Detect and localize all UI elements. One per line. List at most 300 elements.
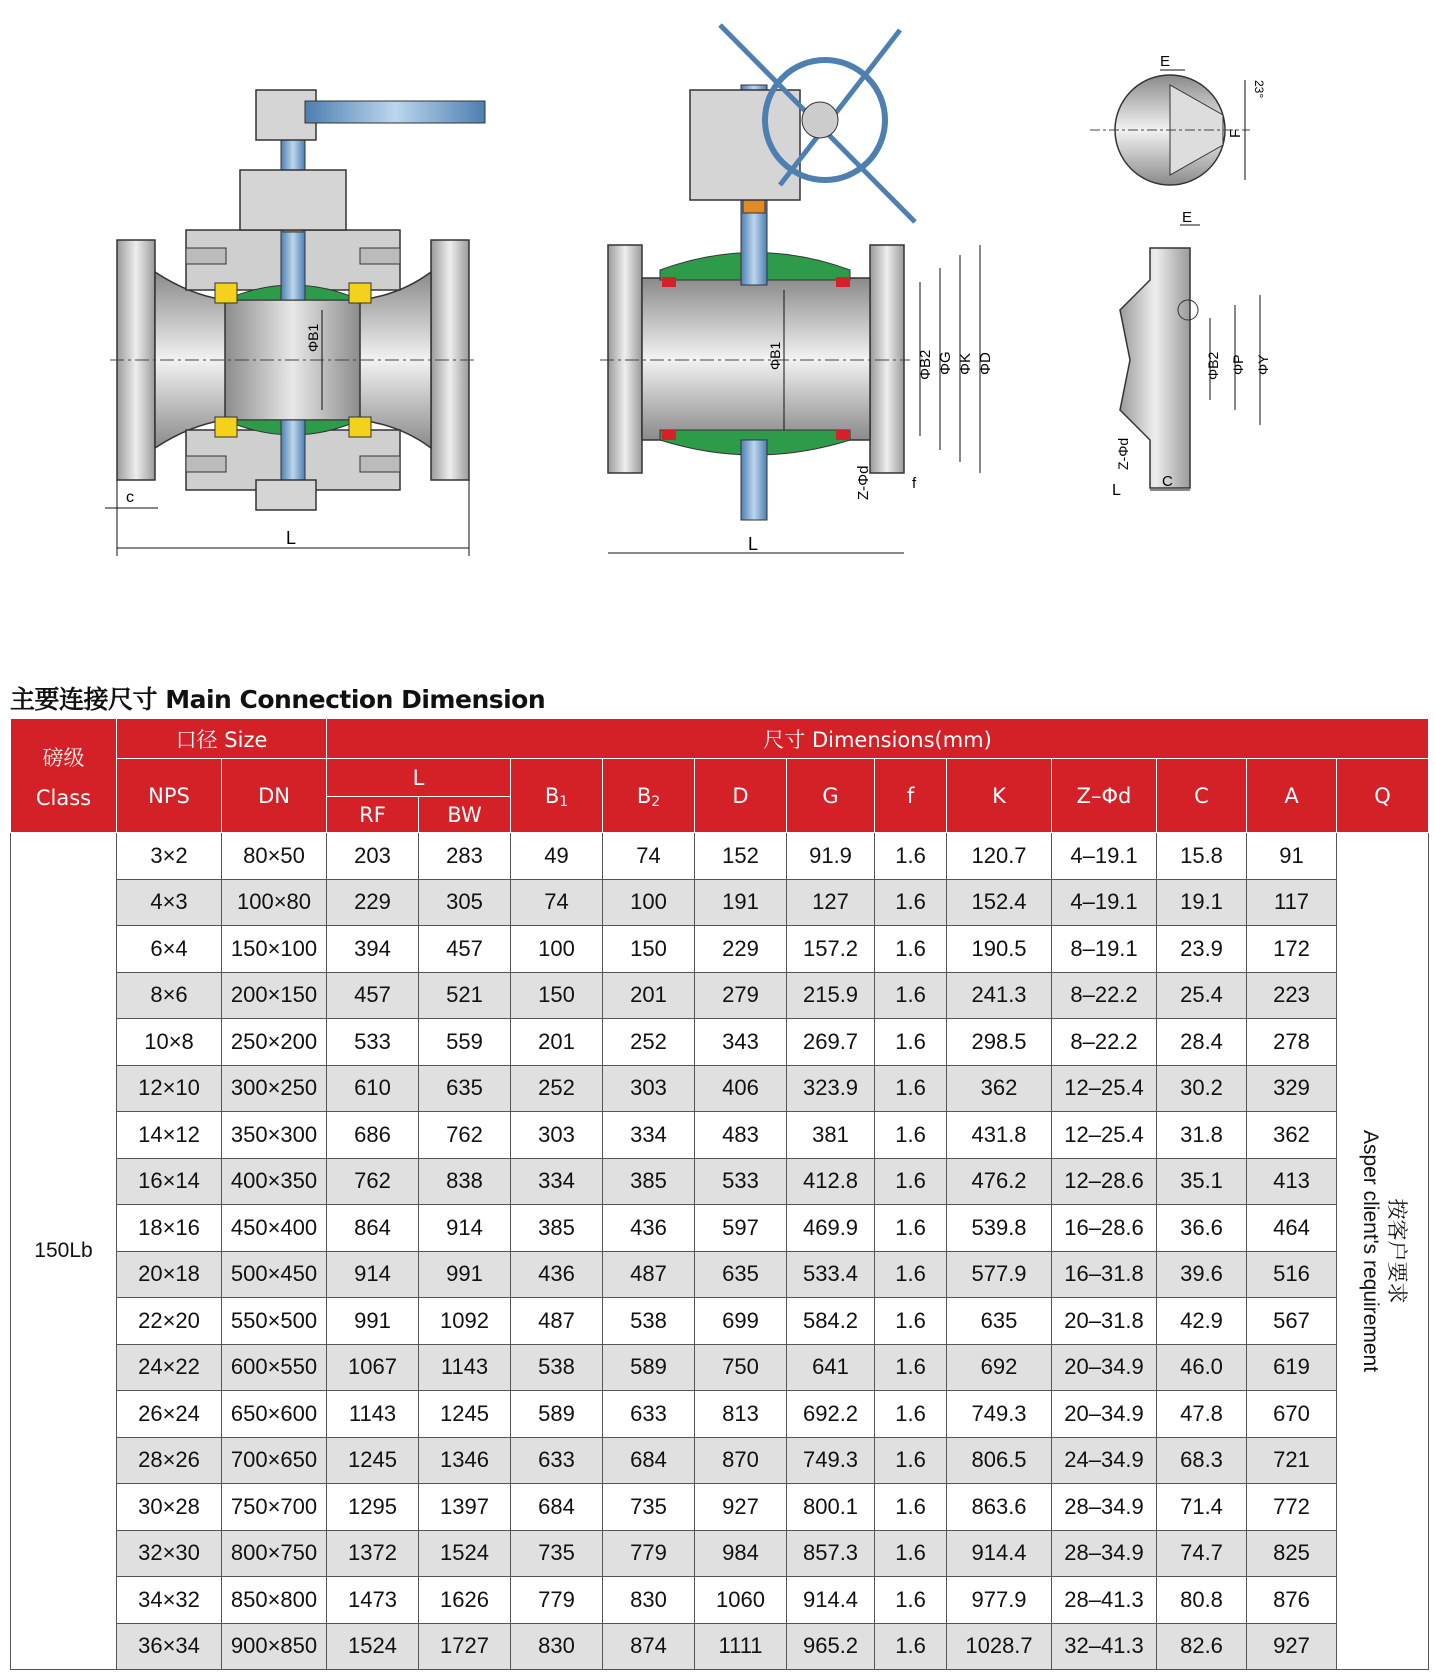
table-cell: 927 [695,1484,787,1531]
table-cell: 559 [419,1019,511,1066]
table-cell: 22×20 [117,1298,222,1345]
table-cell: 8×6 [117,972,222,1019]
table-cell: 12–25.4 [1052,1112,1157,1159]
table-cell: 772 [1247,1484,1337,1531]
label-c-4: C [1162,473,1173,490]
table-cell: 400×350 [222,1158,327,1205]
seat-tr [349,283,371,303]
table-cell: 984 [695,1530,787,1577]
table-cell: 1727 [419,1623,511,1670]
header-b2 [603,759,695,833]
table-cell: 385 [511,1205,603,1252]
table-row [11,1437,1429,1484]
table-cell: 914.4 [947,1530,1052,1577]
table-row [11,972,1429,1019]
table-cell: 779 [603,1530,695,1577]
header-dn: DN [222,759,327,833]
table-cell: 150 [603,926,695,973]
label-zd: Z-Φd [855,465,872,500]
seat-tl [215,283,237,303]
table-cell: 589 [603,1344,695,1391]
table-cell: 1.6 [875,1065,947,1112]
table-row [11,1205,1429,1252]
right-flange-2 [870,245,904,473]
table-cell: 483 [695,1112,787,1159]
table-cell: 633 [603,1391,695,1438]
lever-handle [305,101,485,123]
table-cell: 1111 [695,1623,787,1670]
table-cell: 589 [511,1391,603,1438]
header-bw: BW [419,797,511,833]
table-cell: 117 [1247,879,1337,926]
table-cell: 1524 [419,1530,511,1577]
table-cell: 1.6 [875,1019,947,1066]
table-cell: 20–34.9 [1052,1391,1157,1438]
label-y: ΦY [1255,354,1271,375]
bolt-tr [360,248,400,264]
table-cell: 412.8 [787,1158,875,1205]
header-c: C [1157,759,1247,833]
header-g: G [787,759,875,833]
body-2 [642,278,870,440]
table-cell: 1.6 [875,1298,947,1345]
q-note [1357,1130,1409,1372]
table-cell: 323.9 [787,1065,875,1112]
table-row [11,1577,1429,1624]
table-cell: 965.2 [787,1623,875,1670]
bolt-br [360,456,400,472]
table-cell: 914.4 [787,1577,875,1624]
table-cell: 343 [695,1019,787,1066]
label-angle: 23° [1252,80,1266,99]
table-cell: 874 [603,1623,695,1670]
table-cell: 800×750 [222,1530,327,1577]
table-cell: 32×30 [117,1530,222,1577]
table-cell: 584.2 [787,1298,875,1345]
header-d: D [695,759,787,833]
table-cell: 71.4 [1157,1484,1247,1531]
table-cell: 521 [419,972,511,1019]
table-cell: 362 [947,1065,1052,1112]
detail-ball [1090,53,1266,185]
table-cell: 700×650 [222,1437,327,1484]
table-row [11,1623,1429,1670]
table-cell: 487 [511,1298,603,1345]
label-e-3: E [1160,53,1171,70]
table-cell: 991 [419,1251,511,1298]
table-cell: 362 [1247,1112,1337,1159]
table-cell: 80.8 [1157,1577,1247,1624]
table-cell: 381 [787,1112,875,1159]
table-cell: 203 [327,833,419,880]
table-cell: 1.6 [875,1112,947,1159]
table-cell: 20–31.8 [1052,1298,1157,1345]
table-cell: 152.4 [947,879,1052,926]
table-cell: 4×3 [117,879,222,926]
table-cell: 597 [695,1205,787,1252]
table-cell: 699 [695,1298,787,1345]
label-b2-4: ΦB2 [1205,351,1221,380]
table-cell: 298.5 [947,1019,1052,1066]
table-cell: 469.9 [787,1205,875,1252]
valve-drawings [0,0,1435,600]
table-cell: 4–19.1 [1052,879,1157,926]
table-row [11,1344,1429,1391]
table-cell: 1092 [419,1298,511,1345]
table-cell: 25.4 [1157,972,1247,1019]
table-cell: 635 [695,1251,787,1298]
seat-2b [836,277,850,287]
table-cell: 334 [603,1112,695,1159]
table-cell: 28–34.9 [1052,1484,1157,1531]
table-cell: 157.2 [787,926,875,973]
table-row [11,1298,1429,1345]
table-cell: 516 [1247,1251,1337,1298]
table-cell: 1245 [419,1391,511,1438]
table-cell: 305 [419,879,511,926]
table-cell: 49 [511,833,603,880]
table-cell: 550×500 [222,1298,327,1345]
table-row [11,1530,1429,1577]
table-cell: 762 [419,1112,511,1159]
table-cell: 610 [327,1065,419,1112]
table-cell: 26×24 [117,1391,222,1438]
seat-2d [836,430,850,440]
label-b1-2: ΦB1 [767,341,783,370]
header-b2-main: B [636,783,652,808]
table-cell: 1.6 [875,1577,947,1624]
table-cell: 74 [603,833,695,880]
table-cell: 539.8 [947,1205,1052,1252]
label-l: L [286,528,297,548]
table-cell: 684 [511,1484,603,1531]
table-row [11,1158,1429,1205]
table-cell: 1.6 [875,1205,947,1252]
header-b1-sub: 1 [559,793,569,810]
header-size: 口径 Size [117,719,327,759]
label-l-2: L [748,534,759,554]
table-cell: 1067 [327,1344,419,1391]
table-cell: 533 [327,1019,419,1066]
table-cell: 533.4 [787,1251,875,1298]
table-row [11,879,1429,926]
table-cell: 191 [695,879,787,926]
table-cell: 779 [511,1577,603,1624]
table-cell: 1.6 [875,1623,947,1670]
table-cell: 229 [327,879,419,926]
table-cell: 82.6 [1157,1623,1247,1670]
table-cell: 36.6 [1157,1205,1247,1252]
table-cell: 1524 [327,1623,419,1670]
table-cell: 977.9 [947,1577,1052,1624]
table-cell: 538 [603,1298,695,1345]
table-cell: 749.3 [947,1391,1052,1438]
table-cell: 300×250 [222,1065,327,1112]
table-cell: 16×14 [117,1158,222,1205]
gear-hub [802,102,838,138]
table-cell: 20×18 [117,1251,222,1298]
label-f-3: F [1227,128,1244,138]
table-cell: 91 [1247,833,1337,880]
table-cell: 8–22.2 [1052,972,1157,1019]
table-row [11,1112,1429,1159]
table-cell: 600×550 [222,1344,327,1391]
table-cell: 31.8 [1157,1112,1247,1159]
table-cell: 900×850 [222,1623,327,1670]
table-cell: 241.3 [947,972,1052,1019]
header-l: L [327,759,511,797]
table-cell: 1.6 [875,1484,947,1531]
label-b2: ΦB2 [917,349,934,380]
table-cell: 870 [695,1437,787,1484]
table-cell: 30×28 [117,1484,222,1531]
table-cell: 1.6 [875,833,947,880]
table-cell: 692.2 [787,1391,875,1438]
table-row [11,1391,1429,1438]
header-b1 [511,759,603,833]
table-cell: 127 [787,879,875,926]
table-row [11,1484,1429,1531]
trunnion [256,480,316,510]
table-cell: 23.9 [1157,926,1247,973]
table-cell: 406 [695,1065,787,1112]
table-cell: 74 [511,879,603,926]
header-f: f [875,759,947,833]
header-class [11,719,117,833]
table-cell: 28×26 [117,1437,222,1484]
table-cell: 150 [511,972,603,1019]
header-b2-sub: 2 [651,793,661,810]
table-row [11,1065,1429,1112]
table-cell: 46.0 [1157,1344,1247,1391]
table-cell: 303 [511,1112,603,1159]
section-title: 主要连接尺寸 Main Connection Dimension [10,685,546,714]
table-cell: 34×32 [117,1577,222,1624]
table-cell: 24×22 [117,1344,222,1391]
label-b1: ΦB1 [305,323,321,352]
table-cell: 215.9 [787,972,875,1019]
q-note-cell [1337,833,1429,1670]
table-cell: 303 [603,1065,695,1112]
table-cell: 350×300 [222,1112,327,1159]
table-cell: 200×150 [222,972,327,1019]
stem-2b [741,440,767,520]
label-p: ΦP [1230,354,1246,375]
table-cell: 28.4 [1157,1019,1247,1066]
table-cell: 100×80 [222,879,327,926]
table-cell: 686 [327,1112,419,1159]
table-cell: 334 [511,1158,603,1205]
table-cell: 762 [327,1158,419,1205]
table-cell: 10×8 [117,1019,222,1066]
table-cell: 329 [1247,1065,1337,1112]
table-cell: 39.6 [1157,1251,1247,1298]
seat-br [349,417,371,437]
table-cell: 279 [695,972,787,1019]
table-cell: 100 [511,926,603,973]
table-cell: 1060 [695,1577,787,1624]
label-k: ΦK [957,353,974,375]
table-cell: 735 [511,1530,603,1577]
table-cell: 533 [695,1158,787,1205]
table-cell: 1346 [419,1437,511,1484]
detail-flange [1112,209,1271,499]
table-cell: 223 [1247,972,1337,1019]
table-cell: 863.6 [947,1484,1052,1531]
table-cell: 1.6 [875,1344,947,1391]
bonnet [240,170,346,230]
table-cell: 8–19.1 [1052,926,1157,973]
table-cell: 825 [1247,1530,1337,1577]
table-cell: 394 [327,926,419,973]
valve-view-gear [600,25,994,554]
table-row [11,1019,1429,1066]
table-cell: 190.5 [947,926,1052,973]
label-c: c [126,489,134,506]
table-cell: 201 [603,972,695,1019]
table-cell: 252 [511,1065,603,1112]
table-cell: 641 [787,1344,875,1391]
table-cell: 1.6 [875,879,947,926]
label-l-4: L [1112,482,1121,499]
table-cell: 436 [603,1205,695,1252]
table-cell: 152 [695,833,787,880]
table-cell: 14×12 [117,1112,222,1159]
header-class-en: Class [35,785,92,810]
left-flange-2 [608,245,642,473]
table-cell: 692 [947,1344,1052,1391]
table-cell: 28–41.3 [1052,1577,1157,1624]
table-cell: 800.1 [787,1484,875,1531]
valve-view-lever [105,90,485,556]
table-cell: 1.6 [875,1530,947,1577]
table-cell: 15.8 [1157,833,1247,880]
table-cell: 750×700 [222,1484,327,1531]
header-zd: Z–Φd [1052,759,1157,833]
table-cell: 19.1 [1157,879,1247,926]
table-cell: 806.5 [947,1437,1052,1484]
seat-bl [215,417,237,437]
table-cell: 1626 [419,1577,511,1624]
table-cell: 36×34 [117,1623,222,1670]
table-cell: 750 [695,1344,787,1391]
table-cell: 3×2 [117,833,222,880]
label-g: ΦG [937,351,954,375]
table-cell: 927 [1247,1623,1337,1670]
table-cell: 464 [1247,1205,1337,1252]
label-zd-4: Z-Φd [1115,437,1131,470]
table-cell: 914 [419,1205,511,1252]
table-cell: 252 [603,1019,695,1066]
table-cell: 1473 [327,1577,419,1624]
table-cell: 476.2 [947,1158,1052,1205]
table-cell: 1.6 [875,972,947,1019]
table-cell: 457 [419,926,511,973]
table-cell: 1397 [419,1484,511,1531]
table-cell: 269.7 [787,1019,875,1066]
table-cell: 1245 [327,1437,419,1484]
header-nps: NPS [117,759,222,833]
table-body [11,833,1429,1670]
table-cell: 20–34.9 [1052,1344,1157,1391]
q-note-en: Asper client's requirement [1358,1129,1382,1373]
seat-2c [662,430,676,440]
table-cell: 68.3 [1157,1437,1247,1484]
table-cell: 633 [511,1437,603,1484]
table-cell: 721 [1247,1437,1337,1484]
table-cell: 4–19.1 [1052,833,1157,880]
table-cell: 991 [327,1298,419,1345]
bolt-bl [186,456,226,472]
table-cell: 100 [603,879,695,926]
table-cell: 283 [419,833,511,880]
table-cell: 35.1 [1157,1158,1247,1205]
table-row [11,833,1429,880]
table-row [11,1251,1429,1298]
table-cell: 431.8 [947,1112,1052,1159]
table-cell: 635 [419,1065,511,1112]
table-cell: 813 [695,1391,787,1438]
table-cell: 250×200 [222,1019,327,1066]
table-cell: 47.8 [1157,1391,1247,1438]
table-cell: 735 [603,1484,695,1531]
table-cell: 278 [1247,1019,1337,1066]
table-cell: 830 [511,1623,603,1670]
table-cell: 74.7 [1157,1530,1247,1577]
table-cell: 500×450 [222,1251,327,1298]
table-cell: 619 [1247,1344,1337,1391]
table-cell: 1143 [327,1391,419,1438]
table-cell: 857.3 [787,1530,875,1577]
table-cell: 8–22.2 [1052,1019,1157,1066]
label-e-4: E [1182,209,1193,226]
table-cell: 12–25.4 [1052,1065,1157,1112]
table-cell: 150×100 [222,926,327,973]
table-cell: 172 [1247,926,1337,973]
table-cell: 650×600 [222,1391,327,1438]
table-cell: 876 [1247,1577,1337,1624]
header-rf: RF [327,797,419,833]
q-note-cn: 按客户要求 [1384,1198,1408,1304]
table-cell: 538 [511,1344,603,1391]
header-dimensions: 尺寸 Dimensions(mm) [327,719,1429,759]
table-cell: 670 [1247,1391,1337,1438]
header-q: Q [1337,759,1429,833]
table-cell: 1143 [419,1344,511,1391]
table-cell: 16–28.6 [1052,1205,1157,1252]
table-cell: 1.6 [875,1437,947,1484]
table-cell: 385 [603,1158,695,1205]
class-cell: 150Lb [11,833,117,1670]
table-cell: 914 [327,1251,419,1298]
table-cell: 567 [1247,1298,1337,1345]
label-f: f [912,475,917,492]
table-cell: 830 [603,1577,695,1624]
table-cell: 864 [327,1205,419,1252]
table-cell: 28–34.9 [1052,1530,1157,1577]
table-cell: 838 [419,1158,511,1205]
table-cell: 635 [947,1298,1052,1345]
table-cell: 487 [603,1251,695,1298]
table-cell: 1.6 [875,1391,947,1438]
table-cell: 1.6 [875,926,947,973]
table-cell: 120.7 [947,833,1052,880]
table-cell: 30.2 [1157,1065,1247,1112]
table-cell: 12×10 [117,1065,222,1112]
table-cell: 18×16 [117,1205,222,1252]
seat-2a [662,277,676,287]
table-cell: 1372 [327,1530,419,1577]
